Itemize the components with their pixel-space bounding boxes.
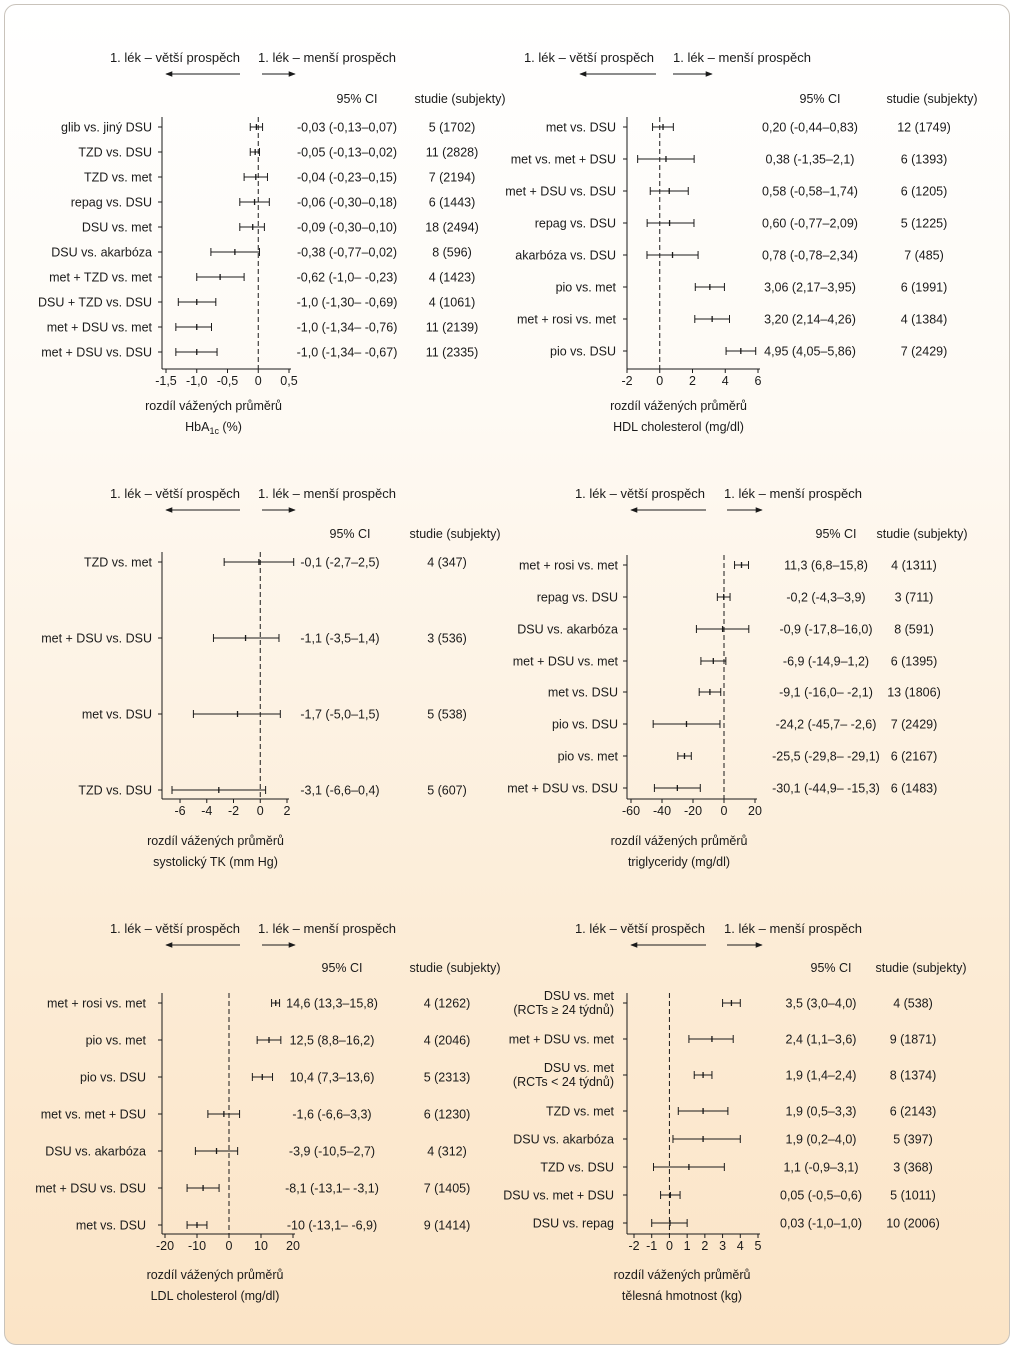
ci-value: 14,6 (13,3–15,8)	[286, 996, 378, 1011]
forest-row	[515, 249, 944, 263]
row-label: met vs. met + DSU	[510, 152, 616, 167]
forest-plot-4	[507, 486, 967, 869]
row-label: met vs. DSU	[75, 1218, 146, 1233]
studies-value: 7 (485)	[904, 248, 944, 263]
ci-value: 1,9 (0,2–4,0)	[785, 1132, 857, 1147]
x-tick-label: 4	[736, 1239, 744, 1253]
forest-row	[505, 185, 947, 199]
header-better: 1. lék – větší prospěch	[109, 486, 241, 501]
x-axis-label: tělesná hmotnost (kg)	[621, 1289, 743, 1303]
ci-value: -1,0 (-1,30– -0,69)	[296, 295, 398, 310]
forest-row	[509, 1033, 937, 1047]
x-tick-label: -4	[201, 804, 213, 818]
ci-value: -0,1 (-2,7–2,5)	[300, 555, 380, 570]
forest-row	[556, 281, 948, 295]
row-label: met + DSU vs. DSU	[507, 781, 618, 796]
row-label: DSU vs. akarbóza	[517, 622, 618, 637]
x-tick-label: 0	[254, 374, 262, 388]
forest-row	[511, 153, 948, 167]
row-label: pio vs. DSU	[80, 1070, 146, 1085]
ci-value: 3,5 (3,0–4,0)	[785, 996, 857, 1011]
x-tick-label: -2	[227, 804, 240, 818]
x-tick-label: 6	[754, 374, 762, 388]
studies-value: 4 (1384)	[900, 312, 948, 327]
row-label: met vs. DSU	[547, 685, 618, 700]
ci-value: -0,62 (-1,0– -0,23)	[296, 270, 398, 285]
forest-row	[546, 121, 951, 135]
x-axis-label: LDL cholesterol (mg/dl)	[150, 1289, 280, 1303]
row-label: met + rosi vs. met	[517, 312, 616, 327]
x-tick-label: 0	[225, 1239, 233, 1253]
forest-row	[82, 708, 467, 722]
ci-value: 3,06 (2,17–3,95)	[764, 280, 856, 295]
row-label: DSU + TZD vs. DSU	[37, 295, 152, 310]
ci-value: -1,1 (-3,5–1,4)	[300, 631, 380, 646]
column-studies: studie (subjekty)	[409, 961, 501, 975]
ci-value: -1,7 (-5,0–1,5)	[300, 707, 380, 722]
row-label: DSU vs. akarbóza	[51, 245, 152, 260]
forest-row	[552, 718, 937, 732]
row-label: TZD vs. DSU	[78, 145, 152, 160]
row-label: met + TZD vs. met	[49, 270, 152, 285]
x-axis-label: systolický TK (mm Hg)	[153, 855, 278, 869]
studies-value: 13 (1806)	[887, 685, 941, 700]
studies-value: 4 (1423)	[428, 270, 476, 285]
x-tick-label: 2	[283, 804, 291, 818]
ci-value: 0,03 (-1,0–1,0)	[780, 1216, 862, 1231]
ci-value: -0,09 (-0,30–0,10)	[296, 220, 398, 235]
x-axis-title: rozdíl vážených průměrů	[613, 1268, 751, 1282]
row-label: DSU vs. akarbóza	[45, 1144, 146, 1159]
forest-row	[51, 246, 472, 260]
column-studies: studie (subjekty)	[886, 92, 978, 106]
x-axis-title: rozdíl vážených průměrů	[610, 399, 747, 413]
ci-value: 2,4 (1,1–3,6)	[785, 1032, 857, 1047]
forest-row	[41, 346, 478, 360]
header-better: 1. lék – větší prospěch	[109, 50, 241, 65]
column-ci: 95% CI	[336, 92, 378, 106]
forest-row	[513, 1061, 936, 1089]
row-label: met + rosi vs. met	[47, 996, 146, 1011]
ci-value: 1,9 (1,4–2,4)	[785, 1068, 857, 1083]
x-tick-label: 5	[754, 1239, 762, 1253]
header-worse: 1. lék – menší prospěch	[723, 486, 863, 501]
row-label: pio vs. DSU	[552, 717, 618, 732]
header-worse: 1. lék – menší prospěch	[723, 921, 863, 936]
forest-row	[47, 997, 470, 1011]
studies-value: 4 (538)	[893, 996, 933, 1011]
ci-value: 0,60 (-0,77–2,09)	[762, 216, 858, 231]
x-tick-label: 10	[254, 1239, 268, 1253]
row-label: met + DSU vs. DSU	[41, 345, 152, 360]
ci-value: 0,05 (-0,5–0,6)	[780, 1188, 862, 1203]
row-label: repag vs. DSU	[536, 590, 618, 605]
header-worse: 1. lék – menší prospěch	[257, 921, 397, 936]
studies-value: 9 (1871)	[889, 1032, 937, 1047]
row-label: TZD vs. DSU	[78, 783, 152, 798]
column-ci: 95% CI	[815, 527, 857, 541]
row-label: met vs. DSU	[81, 707, 152, 722]
studies-value: 5 (2313)	[423, 1070, 471, 1085]
studies-value: 7 (2194)	[428, 170, 476, 185]
ci-value: -10 (-13,1– -6,9)	[286, 1218, 378, 1233]
studies-value: 8 (596)	[432, 245, 472, 260]
studies-value: 6 (1443)	[428, 195, 476, 210]
x-tick-label: -2	[621, 374, 633, 388]
header-worse: 1. lék – menší prospěch	[257, 486, 397, 501]
studies-value: 7 (1405)	[423, 1181, 471, 1196]
forest-row	[540, 1161, 932, 1175]
column-studies: studie (subjekty)	[876, 527, 968, 541]
ci-value: -0,9 (-17,8–16,0)	[779, 622, 873, 637]
studies-value: 5 (397)	[893, 1132, 933, 1147]
x-tick-label: 0,5	[280, 374, 298, 388]
forest-row	[78, 784, 466, 798]
row-label: DSU vs. met	[543, 989, 614, 1003]
forest-row	[535, 217, 948, 231]
forest-row	[45, 1145, 467, 1159]
ci-value: -9,1 (-16,0– -2,1)	[779, 685, 873, 700]
x-tick-label: -10	[187, 1239, 207, 1253]
ci-value: 1,9 (0,5–3,3)	[785, 1104, 857, 1119]
forest-row	[84, 556, 467, 570]
forest-row	[49, 271, 475, 285]
row-label: TZD vs. met	[545, 1104, 614, 1119]
x-axis-title: rozdíl vážených průměrů	[145, 399, 282, 413]
forest-row	[47, 321, 479, 335]
x-tick-label: -0,5	[216, 374, 239, 388]
ci-value: -0,04 (-0,23–0,15)	[296, 170, 398, 185]
x-tick-label: 0	[665, 1239, 673, 1253]
row-label-sub: (RCTs ≥ 24 týdnů)	[513, 1003, 614, 1017]
ci-value: -30,1 (-44,9– -15,3)	[772, 781, 880, 796]
x-axis-label: HDL cholesterol (mg/dl)	[613, 420, 744, 434]
ci-value: -0,2 (-4,3–3,9)	[786, 590, 866, 605]
row-label: DSU vs. repag	[532, 1216, 614, 1231]
row-label: repag vs. DSU	[70, 195, 152, 210]
ci-value: -8,1 (-13,1– -3,1)	[285, 1181, 379, 1196]
column-studies: studie (subjekty)	[409, 527, 501, 541]
ci-value: -25,5 (-29,8– -29,1)	[772, 749, 880, 764]
ci-value: 0,38 (-1,35–2,1)	[765, 152, 855, 167]
row-label: met + DSU vs. met	[512, 654, 618, 669]
column-ci: 95% CI	[810, 961, 852, 975]
forest-plot-2	[505, 50, 977, 434]
forest-row	[82, 221, 479, 235]
x-tick-label: 1	[683, 1239, 691, 1253]
ci-value: 11,3 (6,8–15,8)	[784, 558, 868, 573]
studies-value: 4 (347)	[427, 555, 467, 570]
x-tick-label: 3	[719, 1239, 727, 1253]
x-axis-label: HbA$_{1c}$ (%)	[185, 420, 242, 436]
studies-value: 7 (2429)	[900, 344, 948, 359]
studies-value: 18 (2494)	[425, 220, 479, 235]
row-label-sub: (RCTs < 24 týdnů)	[512, 1075, 614, 1089]
row-label: DSU vs. met + DSU	[503, 1188, 614, 1203]
forest-row	[41, 632, 467, 646]
ci-value: 10,4 (7,3–13,6)	[289, 1070, 375, 1085]
forest-row	[86, 1034, 471, 1048]
column-studies: studie (subjekty)	[875, 961, 967, 975]
studies-value: 11 (2828)	[425, 145, 479, 160]
ci-value: -1,6 (-6,6–3,3)	[292, 1107, 372, 1122]
row-label: DSU vs. met	[543, 1061, 614, 1075]
ci-value: 1,1 (-0,9–3,1)	[783, 1160, 859, 1175]
forest-row	[61, 121, 475, 135]
row-label: akarbóza vs. DSU	[515, 248, 616, 263]
x-tick-label: -2	[628, 1239, 640, 1253]
header-worse: 1. lék – menší prospěch	[257, 50, 397, 65]
forest-row	[558, 750, 938, 764]
forest-row	[546, 1105, 936, 1119]
studies-value: 6 (2167)	[890, 749, 938, 764]
x-tick-label: -1	[646, 1239, 658, 1253]
x-tick-label: -1,5	[155, 374, 177, 388]
row-label: TZD vs. met	[83, 555, 152, 570]
forest-row	[548, 686, 941, 700]
row-label: met + DSU vs. DSU	[505, 184, 616, 199]
forest-row	[71, 196, 476, 210]
x-tick-label: -6	[174, 804, 186, 818]
x-tick-label: -60	[621, 804, 641, 818]
forest-row	[517, 313, 947, 327]
x-tick-label: 0	[256, 804, 264, 818]
ci-value: -3,9 (-10,5–2,7)	[288, 1144, 376, 1159]
forest-row	[80, 1071, 470, 1085]
studies-value: 3 (368)	[893, 1160, 933, 1175]
studies-value: 7 (2429)	[890, 717, 938, 732]
forest-row	[517, 623, 934, 637]
x-tick-label: 0	[720, 804, 728, 818]
header-better: 1. lék – větší prospěch	[574, 486, 706, 501]
column-ci: 95% CI	[321, 961, 363, 975]
x-tick-label: 20	[748, 804, 762, 818]
studies-value: 3 (711)	[894, 590, 934, 605]
row-label: pio vs. met	[85, 1033, 146, 1048]
studies-value: 6 (1395)	[890, 654, 938, 669]
row-label: TZD vs. DSU	[540, 1160, 614, 1175]
forest-row	[537, 591, 934, 605]
row-label: pio vs. met	[557, 749, 618, 764]
forest-row	[35, 1182, 470, 1196]
row-label: met + DSU vs. DSU	[41, 631, 152, 646]
studies-value: 6 (1483)	[890, 781, 938, 796]
row-label: met + rosi vs. met	[519, 558, 618, 573]
x-axis-title: rozdíl vážených průměrů	[146, 1268, 284, 1282]
studies-value: 6 (1393)	[900, 152, 948, 167]
forest-row	[76, 1219, 470, 1233]
x-tick-label: -40	[652, 804, 672, 818]
x-tick-label: 2	[689, 374, 696, 388]
forest-row	[550, 345, 947, 359]
row-label: pio vs. met	[555, 280, 616, 295]
forest-row	[519, 559, 937, 573]
row-label: met vs. met + DSU	[40, 1107, 146, 1122]
forest-row	[84, 171, 475, 185]
studies-value: 4 (2046)	[423, 1033, 471, 1048]
studies-value: 5 (1011)	[890, 1188, 936, 1203]
x-tick-label: 2	[701, 1239, 709, 1253]
x-axis-title: rozdíl vážených průměrů	[147, 834, 284, 848]
row-label: met + DSU vs. met	[508, 1032, 614, 1047]
forest-plot-5	[35, 921, 500, 1303]
ci-value: -0,06 (-0,30–0,18)	[296, 195, 398, 210]
studies-value: 10 (2006)	[886, 1216, 940, 1231]
ci-value: -1,0 (-1,34– -0,67)	[296, 345, 398, 360]
x-tick-label: 20	[286, 1239, 300, 1253]
row-label: repag vs. DSU	[534, 216, 616, 231]
row-label: met + DSU vs. met	[46, 320, 152, 335]
forest-row	[78, 146, 478, 160]
header-worse: 1. lék – menší prospěch	[672, 50, 812, 65]
studies-value: 5 (538)	[427, 707, 467, 722]
column-ci: 95% CI	[329, 527, 371, 541]
row-label: DSU vs. akarbóza	[513, 1132, 614, 1147]
x-axis-title: rozdíl vážených průměrů	[610, 834, 748, 848]
studies-value: 6 (1205)	[900, 184, 948, 199]
studies-value: 5 (1225)	[900, 216, 948, 231]
studies-value: 6 (1991)	[900, 280, 948, 295]
forest-row	[533, 1217, 940, 1231]
column-ci: 95% CI	[799, 92, 841, 106]
studies-value: 6 (2143)	[889, 1104, 937, 1119]
row-label: met vs. DSU	[545, 120, 616, 135]
forest-row	[507, 782, 937, 796]
studies-value: 4 (1061)	[428, 295, 476, 310]
studies-value: 4 (1311)	[891, 558, 937, 573]
x-tick-label: -1,0	[185, 374, 208, 388]
forest-row	[503, 1189, 936, 1203]
ci-value: -3,1 (-6,6–0,4)	[300, 783, 380, 798]
forest-plot-6	[503, 921, 966, 1303]
studies-value: 11 (2139)	[425, 320, 479, 335]
studies-value: 4 (312)	[427, 1144, 467, 1159]
x-tick-label: 0	[656, 374, 664, 388]
ci-value: 0,58 (-0,58–1,74)	[762, 184, 858, 199]
ci-value: -0,38 (-0,77–0,02)	[296, 245, 398, 260]
x-axis-label: triglyceridy (mg/dl)	[627, 855, 731, 869]
forest-row	[513, 1133, 933, 1147]
ci-value: -24,2 (-45,7– -2,6)	[775, 717, 877, 732]
row-label: pio vs. DSU	[550, 344, 616, 359]
forest-row	[513, 989, 932, 1017]
ci-value: -0,03 (-0,13–0,07)	[296, 120, 398, 135]
row-label: TZD vs. met	[83, 170, 152, 185]
ci-value: 12,5 (8,8–16,2)	[289, 1033, 375, 1048]
ci-value: 4,95 (4,05–5,86)	[764, 344, 856, 359]
row-label: met + DSU vs. DSU	[35, 1181, 146, 1196]
studies-value: 11 (2335)	[425, 345, 479, 360]
studies-value: 9 (1414)	[423, 1218, 471, 1233]
studies-value: 5 (607)	[427, 783, 467, 798]
x-tick-label: -20	[683, 804, 703, 818]
studies-value: 6 (1230)	[423, 1107, 471, 1122]
column-studies: studie (subjekty)	[414, 92, 506, 106]
forest-row	[513, 655, 938, 669]
studies-value: 4 (1262)	[423, 996, 471, 1011]
x-tick-label: -20	[155, 1239, 175, 1253]
ci-value: -1,0 (-1,34– -0,76)	[296, 320, 398, 335]
forest-plot-1	[38, 50, 506, 436]
ci-value: -6,9 (-14,9–1,2)	[782, 654, 870, 669]
row-label: glib vs. jiný DSU	[61, 120, 152, 135]
forest-plot-3	[41, 486, 500, 869]
ci-value: 0,78 (-0,78–2,34)	[762, 248, 858, 263]
studies-value: 8 (1374)	[889, 1068, 937, 1083]
ci-value: 0,20 (-0,44–0,83)	[762, 120, 858, 135]
x-tick-label: 4	[721, 374, 729, 388]
header-better: 1. lék – větší prospěch	[574, 921, 706, 936]
studies-value: 3 (536)	[427, 631, 467, 646]
header-better: 1. lék – větší prospěch	[109, 921, 241, 936]
studies-value: 8 (591)	[894, 622, 934, 637]
ci-value: 3,20 (2,14–4,26)	[764, 312, 856, 327]
forest-row	[41, 1108, 471, 1122]
forest-row	[38, 296, 475, 310]
header-better: 1. lék – větší prospěch	[523, 50, 655, 65]
ci-value: -0,05 (-0,13–0,02)	[296, 145, 398, 160]
studies-value: 12 (1749)	[897, 120, 951, 135]
row-label: DSU vs. met	[81, 220, 152, 235]
studies-value: 5 (1702)	[428, 120, 476, 135]
